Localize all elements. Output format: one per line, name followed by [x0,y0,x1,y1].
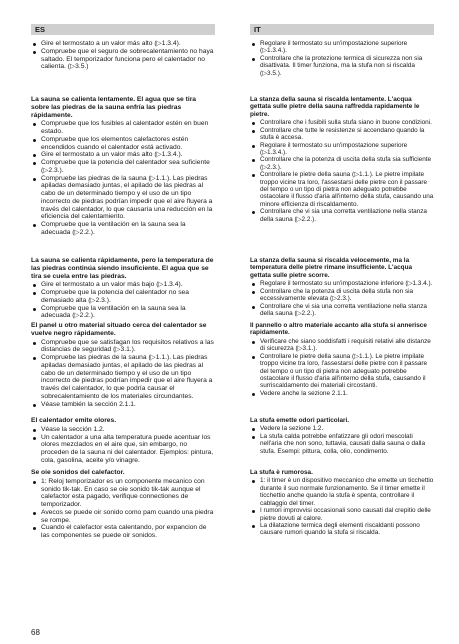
troubleshooting-section [250,417,434,455]
bullet-item: Compruebe que la potencia del calentador no sea demasiado alta (▷2.3.). [31,289,215,305]
troubleshooting-section [31,96,215,237]
troubleshooting-section [250,96,434,223]
troubleshooting-section [31,417,215,465]
troubleshooting-section [31,40,215,71]
bullet-list [31,426,215,465]
bullet-item: Controllare che la potenza di uscita della stufa sia sufficiente (▷2.3.). [250,156,434,171]
bullet-item: Gire el termostato a un valor más alto (▷1.3.4.). [31,151,215,159]
bullet-item: 1: Reloj temporizador es un componente mecanico con sonido tik-tak. En caso se oie sonido tik-tak aunque el calefactor esta pagado, verifique connectiones de temporizador. [31,478,215,509]
bullet-item: 1: il timer è un dispositivo meccanico che emette un ticchettio durante il suo normale funzionamento. Se il timer emette il ticchettio anche quando la stufa è spenta, controllare il cablaggio del timer. [250,477,434,507]
bullet-item: Véase también la sección 2.1.1. [31,401,215,409]
bullet-item: Controllare che la protezione termica di sicurezza non sia disattivata. Il timer funziona, ma la stufa non si riscalda (▷3.5.). [250,55,434,77]
bullet-item: Cuando el calefactor esta calentando, por expancion de las componentes se puede oir sonidos. [31,524,215,540]
bullet-item: Verificare che siano soddisfatti i requisiti relativi alle distanze di sicurezza (▷3.1.). [250,338,434,353]
section-heading: La sauna se calienta rápidamente, pero la temperatura de las piedras continúa siendo insuficiente. El agua que se tira se cuela entre las piedras. [31,257,214,280]
bullet-item: Regolare il termostato su un'impostazione superiore (▷1.3.4.). [250,40,434,55]
bullet-item: Controllare che vi sia una corretta ventilazione nella stanza della sauna (▷2.2.). [250,208,434,223]
troubleshooting-section [250,40,434,77]
bullet-item: Compruebe las piedras de la sauna (▷1.1.). Las piedras apiladas demasiado juntas, el apilado de las piedras al cabo de un determinado tiempo y el uso de un tipo incorrecto de piedras podrían impedir que el aire fluyera a través del calentador, lo que podría causar el sobrecalentamiento de los materiales circundantes. [31,354,215,401]
troubleshooting-section [31,322,215,408]
bullet-list [31,478,215,540]
bullet-item: Compruebe que la ventilación en la sauna sea la adecuada (▷2.2.). [31,305,215,321]
bullet-list [250,477,434,536]
language-tag-it: IT [250,24,434,35]
bullet-list [250,119,434,223]
bullet-item: Compruebe que se satisfagan los requisitos relativos a las distancias de seguridad (▷3.1.). [31,339,215,355]
page-number: 68 [31,628,40,637]
troubleshooting-section [250,257,434,317]
troubleshooting-section [31,469,215,540]
section-heading: La stanza della sauna si riscalda velocemente, ma la temperatura delle pietre rimane insufficiente. L'acqua gettata sulle pietre scorre. [250,257,413,279]
bullet-item: Avecos se puede oir sonido como pam cuando una piedra se rompe. [31,509,215,525]
section-heading: La stufa è rumorosa. [250,469,313,476]
bullet-item: Compruebe que la ventilación en la sauna sea la adecuada (▷2.2.). [31,221,215,237]
bullet-item: Vedere anche la sezione 2.1.1. [250,390,434,397]
troubleshooting-section [250,322,434,397]
bullet-list [250,425,434,455]
bullet-item: Gire el termostato a un valor más bajo (▷1.3.4). [31,281,215,289]
bullet-item: Compruebe que los fusibles al calentador estén en buen estado. [31,120,215,136]
bullet-item: La stufa calda potrebbe enfatizzare gli odori mescolati nell'aria che non sono, tuttavia, causati dalla sauna o dalla stufa. Esempi: pittura, colla, olio, condimento. [250,433,434,455]
bullet-item: Gire el termostato a un valor más alto (▷1.3.4). [31,40,215,48]
bullet-list [31,281,215,320]
bullet-list [250,338,434,397]
section-heading: Il pannello o altro materiale accanto alla stufa si annerisce rapidamente. [250,322,427,337]
bullet-item: Compruebe que la potencia del calentador sea suficiente (▷2.3.). [31,159,215,175]
troubleshooting-section [31,257,215,320]
section-heading: La stufa emette odori particolari. [250,417,350,424]
bullet-list [31,339,215,409]
language-tag-es: ES [31,24,215,35]
bullet-item: Véase la sección 1.2. [31,426,215,434]
section-heading: El panel u otro material situado cerca del calentador se vuelve negro rápidamente. [31,322,207,337]
bullet-item: Un calentador a una alta temperatura puede acentuar los olores mezclados en el aire que, sin embargo, no proceden de la sauna ni del calentador. Ejemplos: pintura, cola, gasolina, aceite y/o vinagre. [31,434,215,465]
bullet-item: Controllare le pietre della sauna (▷1.1.). Le pietre impilate troppo vicine tra loro, l'assestarsi delle pietre con il passare del tempo o un tipo di pietra non adeguato potrebbe ostacolare il flusso d'aria all'interno della stufa, causando una minore efficienza di riscaldamento. [250,171,434,208]
bullet-item: La dilatazione termica degli elementi riscaldanti possono causare rumori quando la stufa si riscalda. [250,522,434,537]
bullet-list [250,40,434,77]
bullet-item: Controllare le pietre della sauna (▷1.1.). Le pietre impilate troppo vicine tra loro, l'assestarsi delle pietre con il passare del tempo o un tipo di pietra non adeguato potrebbe ostacolare il flusso d'aria all'interno della stufa, causando il surriscaldamento dei materiali circostanti. [250,353,434,390]
bullet-item: Vedere la sezione 1.2. [250,425,434,432]
section-heading: Se oie sonidos del calefactor. [31,469,125,476]
bullet-list [31,120,215,236]
section-heading: La stanza della sauna si riscalda lentamente. L'acqua gettata sulle pietre della sauna raffredda rapidamente le pietre. [250,96,420,118]
bullet-item: Controllare che la potenza di uscita della stufa non sia eccessivamente elevata (▷2.3.). [250,288,434,303]
bullet-list [250,280,434,317]
bullet-item: Compruebe que los elementos calefactores estén encendidos cuando el calentador está activado. [31,136,215,152]
bullet-item: Compruebe que el seguro de sobrecalentamiento no haya saltado. El temporizador funciona pero el calentador no calienta. (▷3.5.) [31,48,215,71]
section-heading: El calentador emite olores. [31,417,117,424]
section-heading: La sauna se calienta lentamente. El agua que se tira sobre las piedras de la sauna enfría las piedras rápidamente. [31,96,197,119]
bullet-item: Compruebe las piedras de la sauna (▷1.1.). Las piedras apiladas demasiado juntas, el apilado de las piedras al cabo de un determinado tiempo y el uso de un tipo incorrecto de piedras podrían impedir que el aire fluyera a través del calentador, lo que causaría una reducción en la eficiencia del calentamiento. [31,175,215,222]
bullet-item: I rumori improvvisi occasionali sono causati dal crepitio delle pietre dovuti al calore. [250,507,434,522]
bullet-item: Controllare che i fusibili sulla stufa siano in buone condizioni. [250,119,434,126]
bullet-item: Controllare che tutte le resistenze si accendano quando la stufa è accesa. [250,127,434,142]
bullet-item: Regolare il termostato su un'impostazione superiore (▷1.3.4.). [250,142,434,157]
bullet-list [31,40,215,71]
bullet-item: Regolare il termostato su un'impostazione inferiore (▷1.3.4.). [250,280,434,287]
bullet-item: Controllare che vi sia una corretta ventilazione nella stanza della sauna (▷2.2.). [250,303,434,318]
troubleshooting-section [250,469,434,537]
